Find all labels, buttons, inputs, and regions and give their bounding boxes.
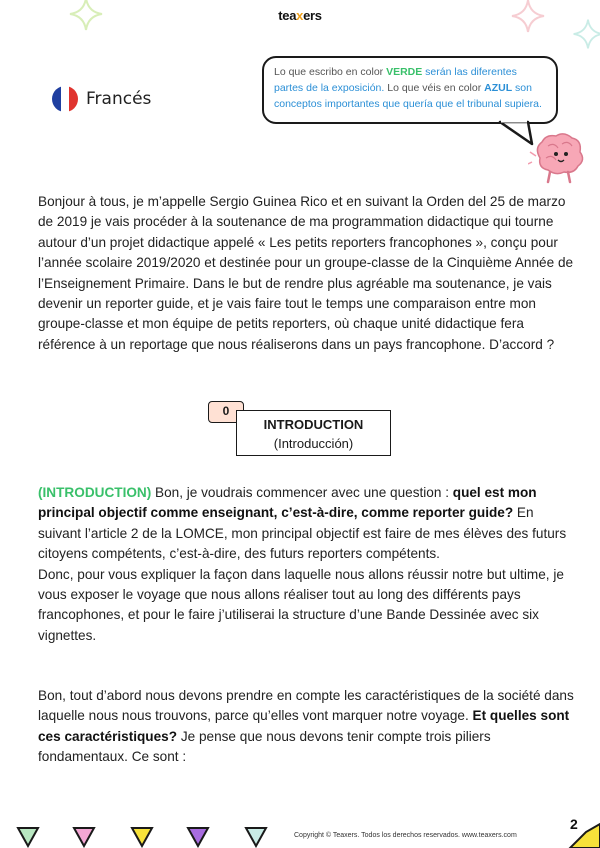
color-legend-note: Lo que escribo en color VERDE serán las diferentes partes de la exposición. Lo que véis en color AZUL son conceptos importantes que quería que el tribunal supiera. <box>262 56 558 124</box>
intro-paragraph: Bonjour à tous, je m’appelle Sergio Guinea Rico et en suivant la Orden del 25 de marzo de 2019 je vais procéder à la soutenance de ma programmation didactique qui tourne autour d’un projet didactique appelé « Les petits reporters francophones », conçu pour l’année scolaire 2019/2020 et destinée pour un groupe-classe de la Cinquième Année de l’Enseignement Primaire. Dans le but de rendre plus agréable ma soutenance, je vais devenir un reporter guide, et je vais faire tout le temps une comparaison entre mon groupe-classe et mon équipe de petits reporters, où chaque unité didactique fera référence à un reportage que nous réaliserons dans un pays francophone. D’accord ? <box>38 194 574 352</box>
introduction-section-text: (INTRODUCTION) Bon, je voudrais commencer avec une question : quel est mon principal objectif comme enseignant, c’est-à-dire, comme reporter guide? En suivant l’article 2 de la LOMCE, mon principal objectif est faire de mes élèves des futurs citoyens compétents, c’est-à-dire, des futurs reporters compétents. Donc, pour vous expliquer la façon dans laquelle nous allons réussir notre but ultime, je vous exposer le voyage que nous allons réaliser tout au long des différents pays francophones, et pour le faire j’utiliserai la structure d’une Bande Dessinée avec six vignettes. <box>38 485 567 643</box>
section-title: INTRODUCTION <box>263 417 364 432</box>
closing-paragraph: Bon, tout d’abord nous devons prendre en compte les caractéristiques de la société dans laquelle nous nous trouvons, parce qu’elles vont marquer notre voyage. Et quelles sont ces caractéristiques? Je pense que nous devons tenir compte trois piliers fondamentaux. Ce sont : <box>38 688 574 765</box>
key-question: Et quelles sont ces caractéristiques? <box>38 708 570 744</box>
star-decoration-icon <box>508 0 548 36</box>
star-decoration-icon <box>570 14 600 54</box>
section-number-badge: 0 <box>208 401 244 423</box>
brain-mascot-icon <box>528 128 588 186</box>
language-indicator <box>52 86 151 112</box>
footer-decoration-icon <box>14 826 294 848</box>
star-corner-icon <box>566 818 600 848</box>
page-number: 2 <box>570 816 578 832</box>
teaxers-logo: teaxers <box>278 8 322 23</box>
key-question: quel est mon principal objectif comme enseignant, c’est-à-dire, comme reporter guide? <box>38 485 537 521</box>
star-decoration-icon <box>66 0 106 34</box>
section-subtitle: (Introducción) <box>273 436 354 451</box>
section-tag: (INTRODUCTION) <box>38 485 152 500</box>
france-flag-icon <box>52 86 78 112</box>
section-heading <box>236 410 391 456</box>
copyright-notice: Copyright © Teaxers. Todos los derechos reservados. www.teaxers.com <box>294 832 517 839</box>
language-label: Francés <box>86 89 152 109</box>
